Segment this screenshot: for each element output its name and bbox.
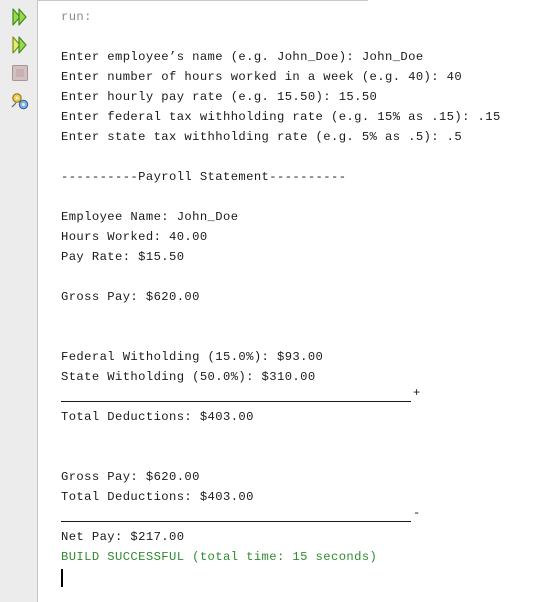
input-line[interactable] [61, 567, 537, 587]
stop-button[interactable] [9, 62, 31, 84]
blank-line [61, 447, 537, 467]
blank-line [61, 27, 537, 47]
double-play-options-icon [10, 35, 30, 55]
statement-header: ----------Payroll Statement---------- [61, 170, 347, 184]
build-status: BUILD SUCCESSFUL (total time: 15 seconds) [61, 550, 378, 564]
blank-line [61, 327, 537, 347]
stop-icon [10, 63, 30, 83]
blank-line [61, 427, 537, 447]
total-deductions-summary-line: Total Deductions: $403.00 [61, 490, 254, 504]
state-withholding-line: State Witholding (50.0%): $310.00 [61, 370, 316, 384]
gears-icon [10, 91, 30, 111]
settings-button[interactable] [9, 90, 31, 112]
blank-line [61, 187, 537, 207]
output-toolbar [0, 0, 38, 602]
pay-rate-line: Pay Rate: $15.50 [61, 250, 185, 264]
text-caret [61, 569, 63, 587]
gross-pay-summary-line: Gross Pay: $620.00 [61, 470, 200, 484]
run-label: run: [61, 10, 92, 24]
prompt-federal-rate: Enter federal tax withholding rate (e.g. 15% as .15): .15 [61, 110, 501, 124]
hours-worked-line: Hours Worked: 40.00 [61, 230, 208, 244]
blank-line [61, 147, 537, 167]
prompt-state-rate: Enter state tax withholding rate (e.g. 5% as .5): .5 [61, 130, 463, 144]
rerun-with-options-button[interactable] [9, 34, 31, 56]
prompt-employee-name: Enter employee’s name (e.g. John_Doe): John_Doe [61, 50, 424, 64]
prompt-hourly-rate: Enter hourly pay rate (e.g. 15.50): 15.50 [61, 90, 378, 104]
blank-line [61, 267, 537, 287]
double-play-icon [10, 7, 30, 27]
subtraction-rule [61, 507, 537, 527]
net-pay-line: Net Pay: $217.00 [61, 530, 185, 544]
employee-name-line: Employee Name: John_Doe [61, 210, 239, 224]
gross-pay-line: Gross Pay: $620.00 [61, 290, 200, 304]
addition-rule [61, 387, 537, 407]
rule-line [61, 401, 411, 402]
total-deductions-line: Total Deductions: $403.00 [61, 410, 254, 424]
rerun-button[interactable] [9, 6, 31, 28]
console-output[interactable] [61, 7, 537, 587]
minus-sign: - [413, 506, 421, 520]
plus-sign: + [413, 386, 421, 400]
output-tab-border [38, 0, 368, 1]
prompt-hours-worked: Enter number of hours worked in a week (e.g. 40): 40 [61, 70, 463, 84]
blank-line [61, 307, 537, 327]
federal-withholding-line: Federal Witholding (15.0%): $93.00 [61, 350, 324, 364]
rule-line [61, 521, 411, 522]
